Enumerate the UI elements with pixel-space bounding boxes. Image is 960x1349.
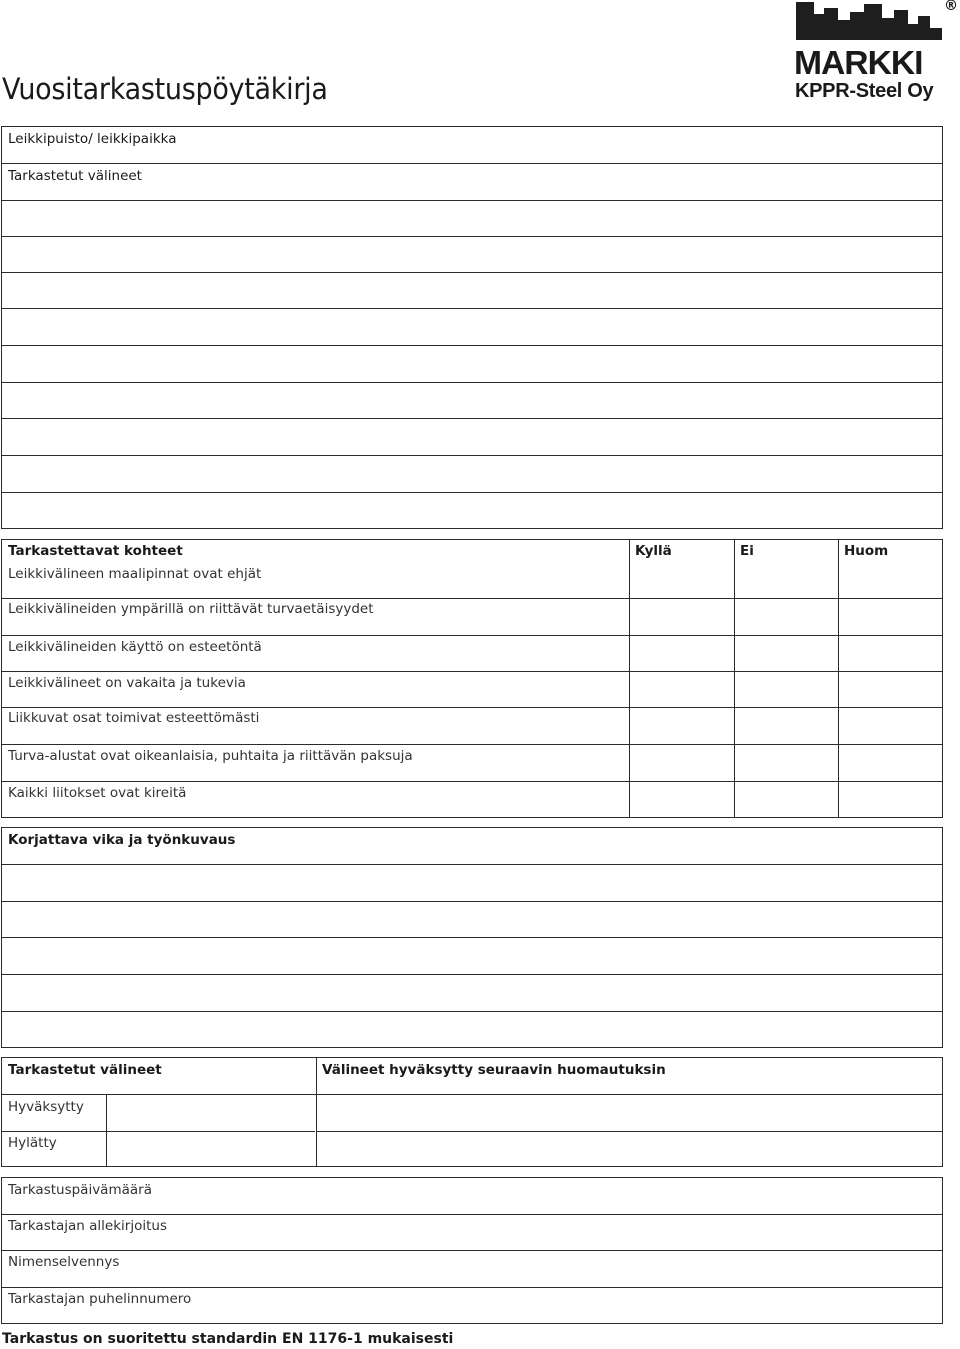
checklist-item[interactable] — [2, 745, 942, 782]
equipment-line[interactable] — [2, 273, 942, 309]
checklist-header: Tarkastettavat kohteet — [8, 543, 183, 559]
checklist-item[interactable] — [2, 708, 942, 745]
checklist-item[interactable] — [2, 599, 942, 636]
checklist-table — [1, 539, 943, 818]
repair-line[interactable] — [2, 865, 942, 902]
equipment-section — [1, 126, 943, 529]
checklist-item-label: Leikkivälineiden ympärillä on riittävät turvaetäisyydet — [8, 601, 374, 617]
repair-line[interactable] — [2, 902, 942, 938]
checklist-item-label: Leikkivälineiden käyttö on esteetöntä — [8, 639, 262, 655]
approved-checkbox[interactable] — [108, 1096, 315, 1131]
checklist-item[interactable] — [2, 562, 942, 599]
result-header-row — [2, 1058, 942, 1095]
date-label: Tarkastuspäivämäärä — [8, 1182, 152, 1198]
signature-row[interactable] — [2, 1215, 942, 1251]
equipment-line[interactable] — [2, 201, 942, 237]
checklist-item-label: Turva-alustat ovat oikeanlaisia, puhtaita ja riittävän paksuja — [8, 748, 413, 764]
checklist-item-label: Liikkuvat osat toimivat esteettömästi — [8, 710, 260, 726]
checklist-item[interactable] — [2, 636, 942, 672]
result-section — [1, 1057, 943, 1167]
equipment-line[interactable] — [2, 383, 942, 419]
col-note-header: Huom — [844, 543, 889, 559]
col-no-header: Ei — [740, 543, 754, 559]
checklist-item-label: Leikkivälineen maalipinnat ovat ehjät — [8, 566, 262, 582]
playground-row[interactable] — [2, 127, 942, 164]
equipment-label: Tarkastetut välineet — [8, 168, 142, 184]
checklist-item[interactable] — [2, 782, 942, 819]
equipment-line[interactable] — [2, 346, 942, 383]
repair-section — [1, 827, 943, 1048]
approved-with-notes-header: Välineet hyväksytty seuraavin huomautuksin — [322, 1062, 666, 1078]
name-label: Nimenselvennys — [8, 1254, 120, 1270]
repair-header-row — [2, 828, 942, 865]
phone-row[interactable] — [2, 1288, 942, 1325]
equipment-title-row[interactable] — [2, 164, 942, 201]
logo-brand: MARKKI — [794, 44, 923, 81]
result-equipment-header: Tarkastetut välineet — [8, 1062, 162, 1078]
repair-header: Korjattava vika ja työnkuvaus — [8, 832, 236, 848]
checklist-item-label: Leikkivälineet on vakaita ja tukevia — [8, 675, 246, 691]
repair-line[interactable] — [2, 938, 942, 975]
equipment-line[interactable] — [2, 309, 942, 346]
rejected-label: Hylätty — [8, 1135, 57, 1151]
markki-logo — [794, 0, 960, 104]
col-yes-header: Kyllä — [635, 543, 672, 559]
equipment-line[interactable] — [2, 493, 942, 530]
registered-mark: ® — [944, 0, 958, 14]
page-title: Vuositarkastuspöytäkirja — [2, 72, 328, 106]
rejected-checkbox[interactable] — [108, 1133, 315, 1168]
repair-line[interactable] — [2, 975, 942, 1012]
standard-footer: Tarkastus on suoritettu standardin EN 1176-1 mukaisesti — [2, 1331, 454, 1347]
signature-label: Tarkastajan allekirjoitus — [8, 1218, 168, 1234]
approved-label: Hyväksytty — [8, 1099, 84, 1115]
equipment-line[interactable] — [2, 419, 942, 456]
playground-label: Leikkipuisto/ leikkipaikka — [8, 131, 177, 147]
signature-section — [1, 1177, 943, 1324]
checklist-item[interactable] — [2, 672, 942, 708]
logo-subtitle: KPPR-Steel Oy — [795, 80, 934, 102]
equipment-line[interactable] — [2, 456, 942, 493]
phone-label: Tarkastajan puhelinnumero — [8, 1291, 192, 1307]
checklist-header-row — [2, 540, 942, 562]
equipment-line[interactable] — [2, 237, 942, 273]
repair-line[interactable] — [2, 1012, 942, 1049]
date-row[interactable] — [2, 1178, 942, 1215]
name-row[interactable] — [2, 1251, 942, 1288]
checklist-item-label: Kaikki liitokset ovat kireitä — [8, 785, 187, 801]
